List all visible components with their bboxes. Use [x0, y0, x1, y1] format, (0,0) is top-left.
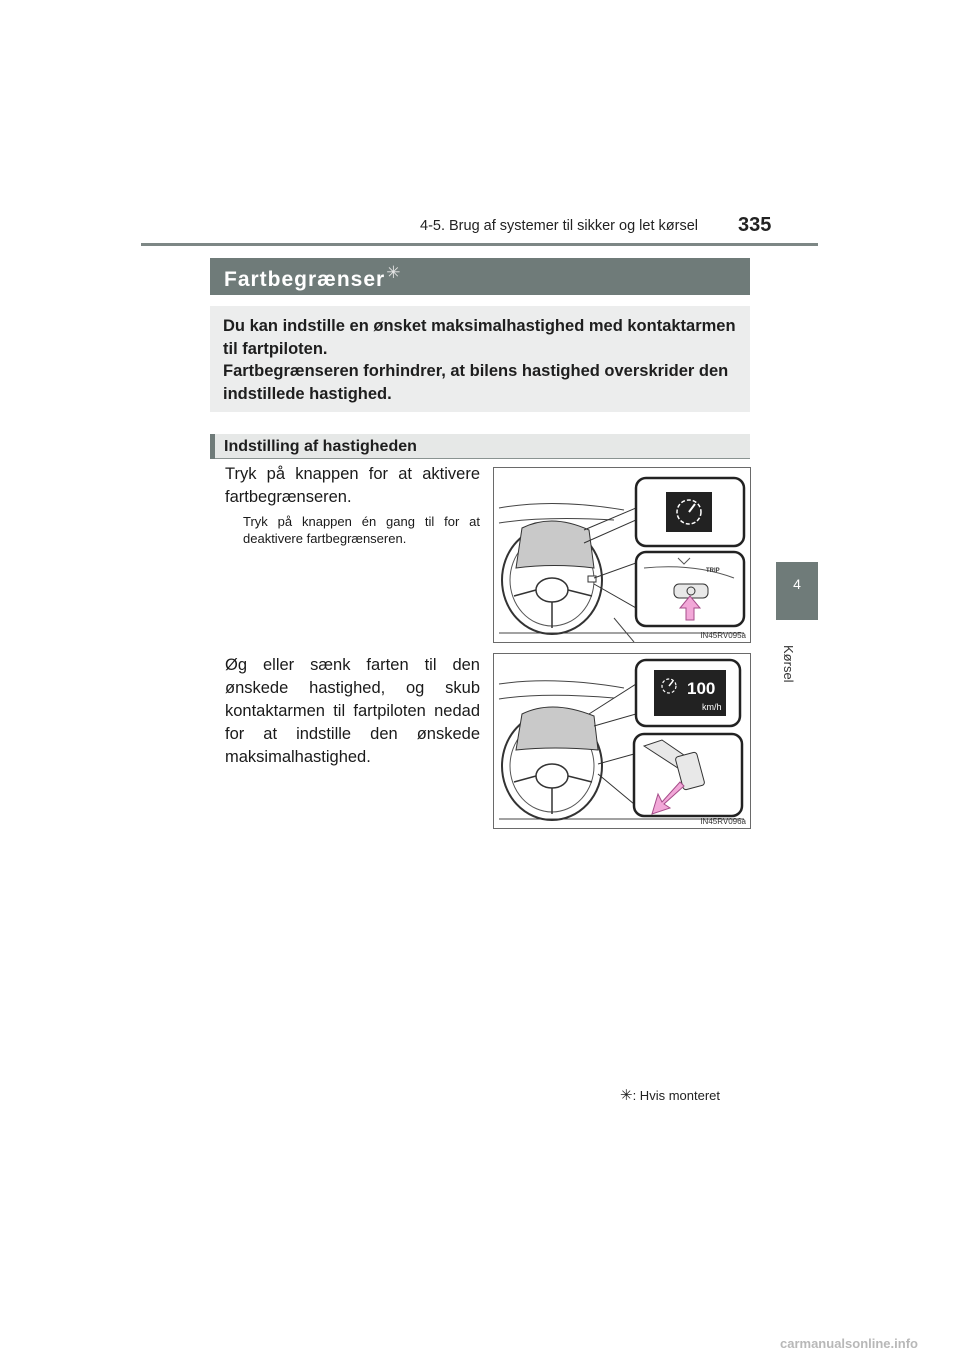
page-number: 335 — [738, 214, 772, 236]
chapter-tab-number: 4 — [793, 576, 801, 592]
footnote — [620, 1086, 720, 1104]
chapter-tab — [776, 562, 818, 620]
step-1-note: Tryk på knappen én gang til for at deaktivere fartbegrænseren. — [243, 514, 480, 546]
speed-value: 100 — [687, 679, 716, 698]
trip-switch-label: TRIP — [706, 568, 720, 574]
footnote-text: : Hvis monteret — [632, 1088, 720, 1103]
figure-limiter-switch — [493, 467, 751, 643]
running-header: 4-5. Brug af systemer til sikker og let kørsel — [420, 218, 698, 234]
watermark: carmanualsonline.info — [780, 1336, 918, 1351]
asterisk-icon: ✳ — [620, 1087, 633, 1104]
section-title-text: Fartbegrænser — [224, 268, 386, 291]
intro-text: Du kan indstille en ønsket maksimalhastighed med kontaktarmen til fartpiloten. Fartbegrænseren forhindrer, at bilens hastighed overskrider den indstillede hastighed. — [223, 317, 736, 403]
figure-set-speed — [493, 653, 751, 829]
section-title-bar — [210, 258, 750, 295]
step-2-text: Øg eller sænk farten til den ønskede hastighed, og skub kontaktarmen til fartpiloten nedad for at indstille den ønskede maksimalhastighed. — [225, 656, 480, 766]
steering-wheel-lever-illustration — [494, 654, 750, 828]
figure-code: IN45RV096a — [700, 817, 746, 826]
steering-wheel-illustration — [494, 468, 750, 642]
figure-code: IN45RV095a — [700, 631, 746, 640]
subheading-accent — [210, 434, 215, 459]
subheading: Indstilling af hastigheden — [224, 438, 417, 455]
section-title — [224, 263, 401, 292]
asterisk-icon: ✳ — [386, 263, 402, 282]
chapter-tab-label: Kørsel — [781, 645, 796, 683]
header-rule — [141, 243, 818, 246]
step-1-text: Tryk på knappen for at aktivere fartbegrænseren. — [225, 465, 480, 506]
speed-unit: km/h — [702, 702, 722, 712]
intro-box — [210, 306, 750, 412]
